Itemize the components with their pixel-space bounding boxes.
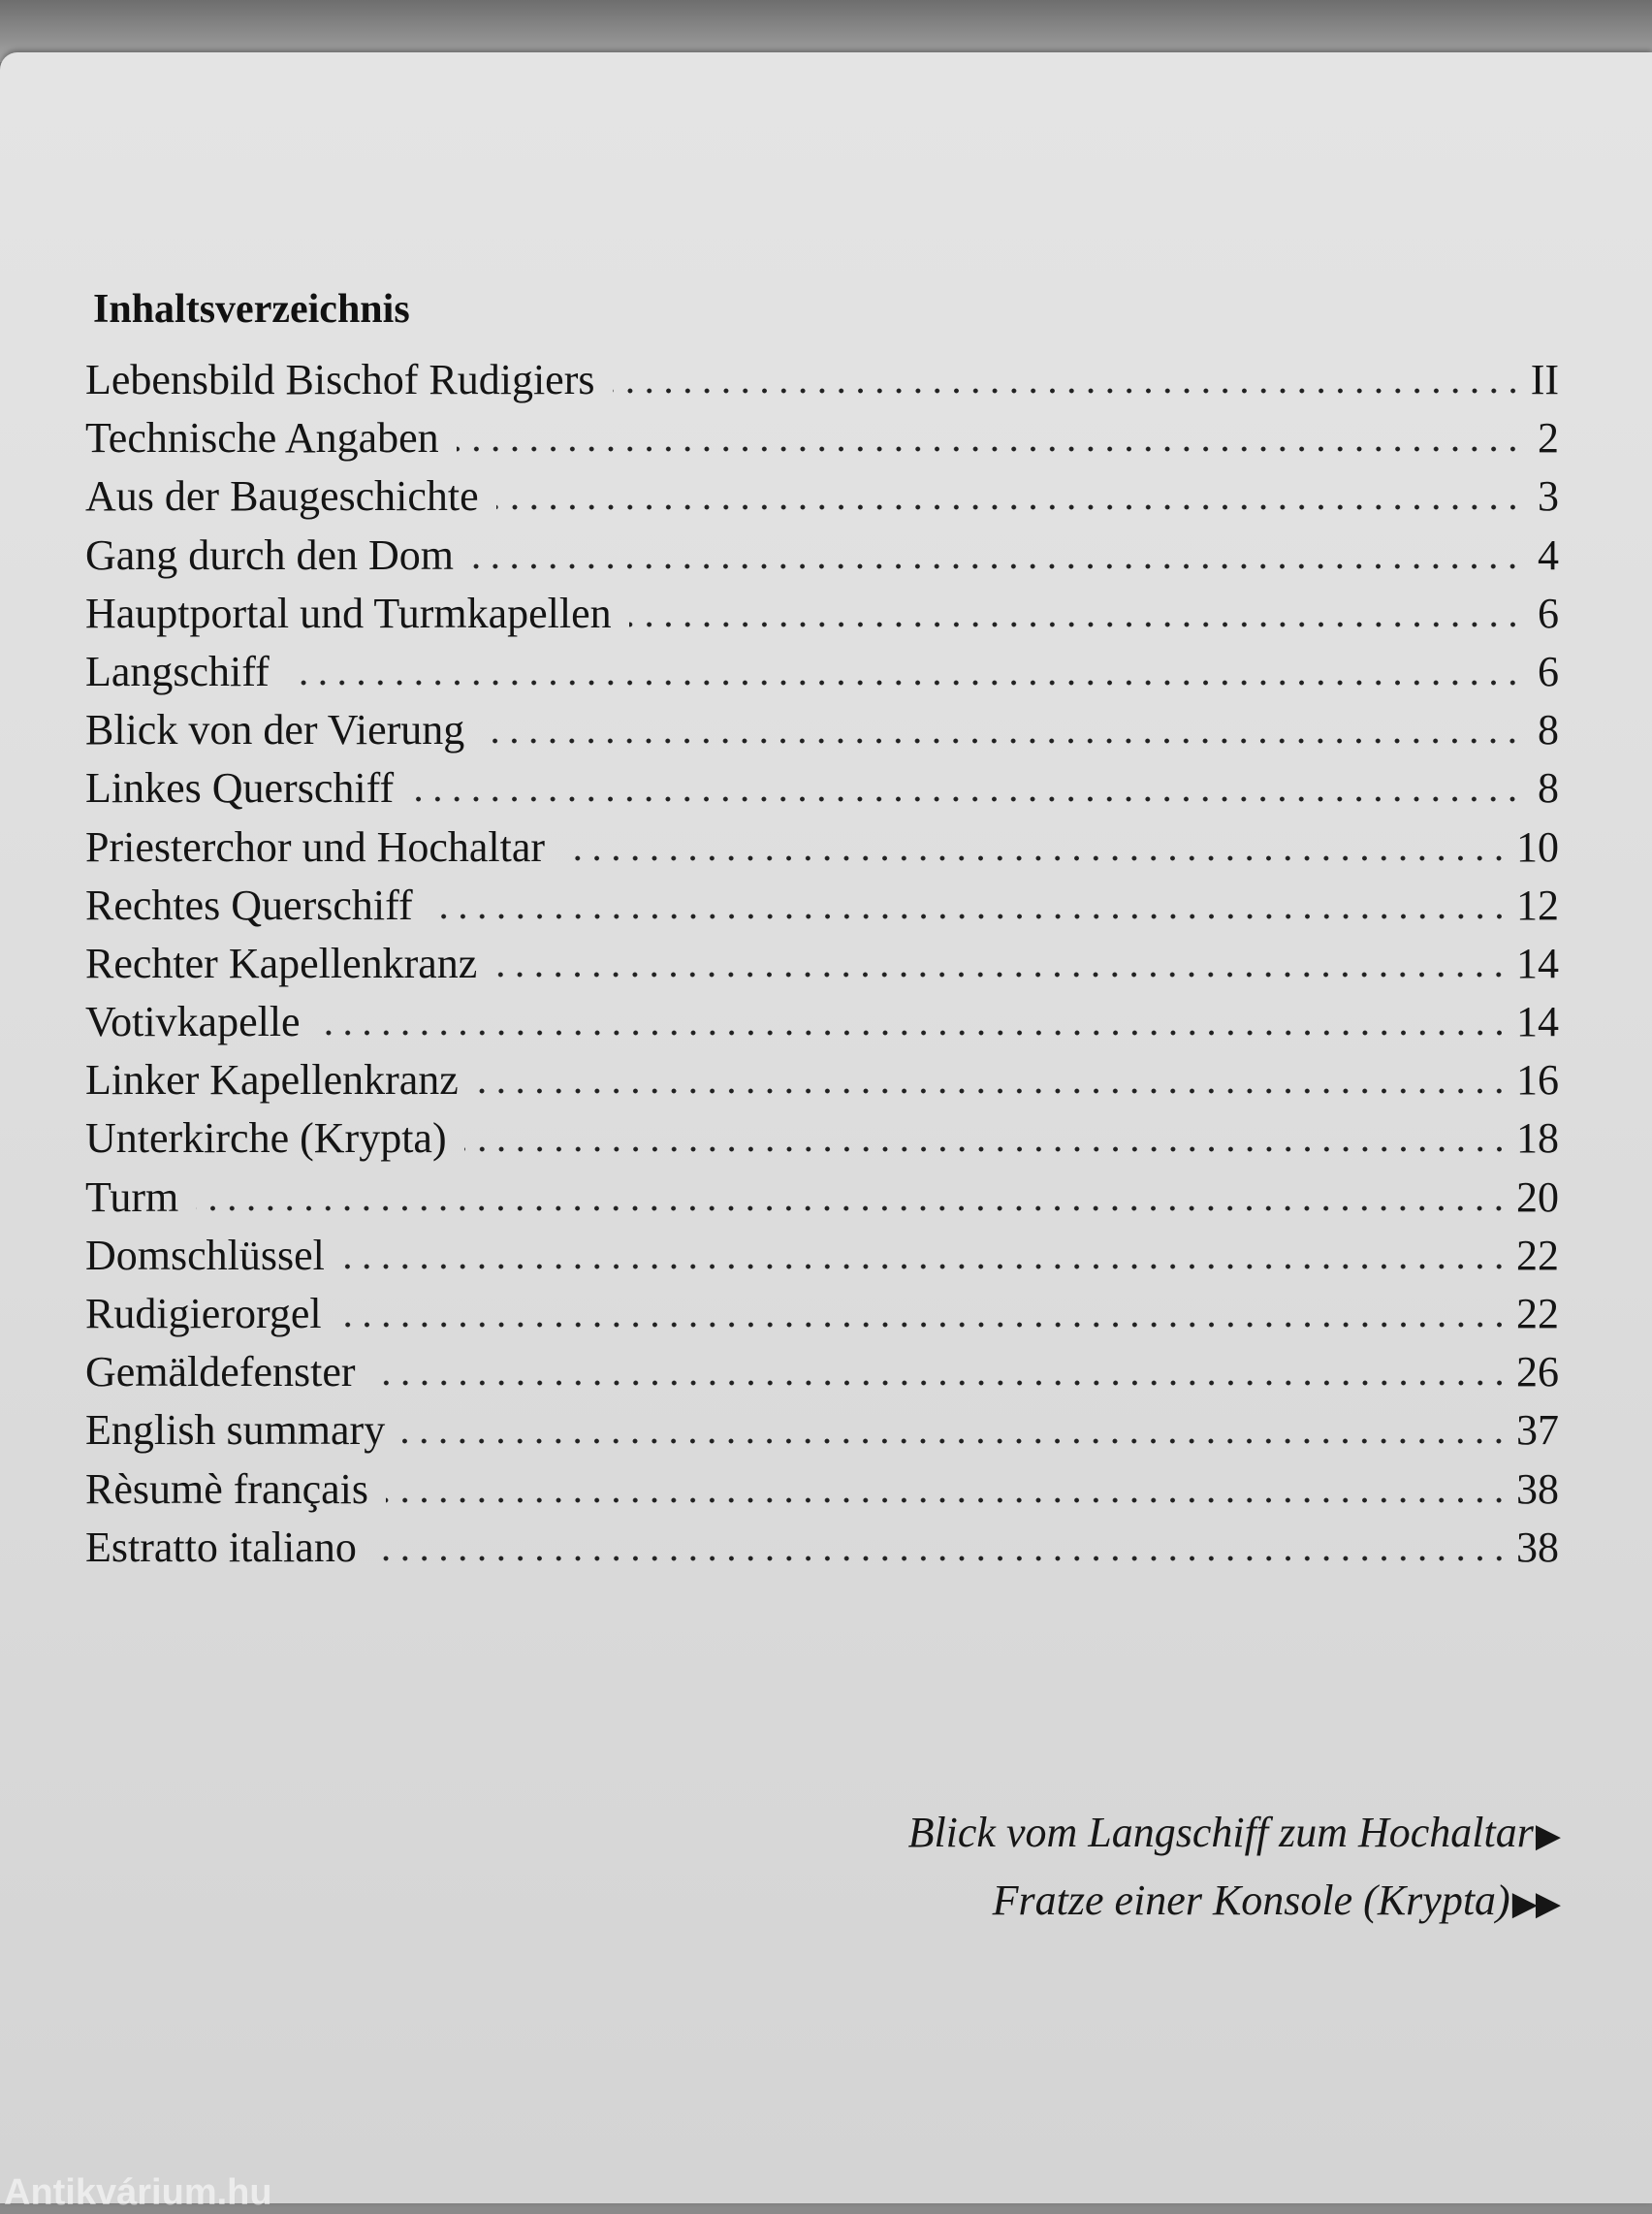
toc-entry: [85, 530, 1559, 589]
toc-entry-title: Langschiff: [85, 647, 270, 695]
dot-leader: [482, 738, 1522, 744]
toc-entry-page: 6: [1538, 647, 1559, 695]
toc-entry-page: 8: [1538, 764, 1559, 813]
toc-entry: [85, 1405, 1559, 1463]
toc-entry: [85, 1055, 1559, 1113]
dot-leader: [562, 855, 1509, 861]
toc-entry-page: 26: [1516, 1348, 1559, 1396]
toc-entry-page: 14: [1516, 939, 1559, 987]
toc-entry: [85, 939, 1559, 997]
toc-entry-title: Linker Kapellenkranz: [85, 1056, 459, 1105]
dot-leader: [373, 1380, 1509, 1386]
dot-leader: [471, 563, 1522, 569]
toc-entry-title: Lebensbild Bischof Rudigiers: [85, 356, 595, 403]
toc-entry-title: English summary: [85, 1406, 386, 1455]
dot-leader: [476, 1088, 1509, 1094]
toc-heading: Inhaltsverzeichnis: [93, 287, 410, 332]
toc-entry-page: 6: [1538, 589, 1559, 637]
toc-entry-title: Rechter Kapellenkranz: [85, 939, 478, 987]
dot-leader: [402, 1438, 1509, 1444]
toc-entry: [85, 1113, 1559, 1171]
toc-entry: [85, 647, 1559, 705]
caption-text: Blick vom Langschiff zum Hochaltar: [907, 1809, 1534, 1856]
dot-leader: [411, 796, 1522, 802]
toc-entry-title: Rudigierorgel: [85, 1290, 322, 1337]
arrow-right-icon: ▶: [1535, 1818, 1559, 1854]
toc-entry: [85, 413, 1559, 471]
toc-entry: [85, 1464, 1559, 1523]
toc-entry-title: Gemäldefenster: [85, 1348, 356, 1396]
table-of-contents: [85, 355, 1559, 1581]
caption-text: Fratze einer Konsole (Krypta): [992, 1877, 1510, 1924]
toc-entry: [85, 997, 1559, 1055]
toc-entry-title: Rèsumè français: [85, 1464, 368, 1513]
toc-entry-title: Aus der Baugeschichte: [85, 472, 479, 521]
toc-entry: [85, 1289, 1559, 1347]
toc-entry-title: Linkes Querschiff: [85, 764, 395, 813]
toc-entry-title: Turm: [85, 1172, 179, 1221]
toc-entry-page: 10: [1516, 822, 1559, 871]
dot-leader: [287, 680, 1522, 686]
toc-entry: [85, 1172, 1559, 1231]
toc-entry-title: Unterkirche (Krypta): [85, 1114, 447, 1163]
toc-entry: [85, 355, 1559, 413]
toc-entry: [85, 822, 1559, 881]
toc-entry-page: 22: [1516, 1231, 1559, 1279]
toc-entry-title: Blick von der Vierung: [85, 706, 465, 754]
toc-entry-title: Hauptportal und Turmkapellen: [85, 589, 612, 637]
dot-leader: [496, 504, 1522, 510]
toc-entry: [85, 881, 1559, 939]
toc-entry-page: 18: [1516, 1114, 1559, 1163]
dot-leader: [457, 446, 1522, 452]
toc-entry: [85, 589, 1559, 647]
dot-leader: [196, 1205, 1509, 1211]
toc-entry: [85, 1523, 1559, 1581]
toc-entry-title: Rechtes Querschiff: [85, 881, 413, 929]
toc-entry-page: 14: [1516, 998, 1559, 1046]
toc-entry-page: II: [1530, 356, 1559, 403]
toc-entry-title: Domschlüssel: [85, 1231, 325, 1279]
toc-entry-page: 2: [1538, 414, 1559, 463]
toc-entry-page: 8: [1538, 706, 1559, 754]
watermark: Antikvárium.hu: [4, 2172, 272, 2213]
toc-entry: [85, 471, 1559, 529]
toc-entry-page: 4: [1538, 530, 1559, 579]
dot-leader: [629, 622, 1522, 627]
dot-leader: [464, 1146, 1509, 1152]
toc-entry-title: Priesterchor und Hochaltar: [85, 822, 546, 871]
toc-entry-page: 12: [1516, 881, 1559, 929]
toc-entry: [85, 705, 1559, 763]
dot-leader: [494, 972, 1509, 978]
dot-leader: [374, 1556, 1509, 1561]
toc-entry-page: 16: [1516, 1056, 1559, 1105]
caption-line: [908, 1799, 1559, 1867]
toc-entry: [85, 1231, 1559, 1289]
dot-leader: [342, 1264, 1509, 1269]
toc-entry-title: Estratto italiano: [85, 1523, 357, 1571]
toc-entry: [85, 1347, 1559, 1405]
toc-entry-title: Technische Angaben: [85, 414, 439, 463]
toc-entry-page: 38: [1516, 1464, 1559, 1513]
toc-entry-page: 3: [1538, 472, 1559, 521]
caption-line: [908, 1867, 1559, 1935]
toc-entry-page: 38: [1516, 1523, 1559, 1571]
toc-entry-page: 20: [1516, 1172, 1559, 1221]
image-captions: [908, 1799, 1559, 1935]
double-arrow-right-icon: ▶▶: [1511, 1886, 1559, 1922]
dot-leader: [430, 914, 1509, 919]
dot-leader: [386, 1497, 1509, 1503]
dot-leader: [613, 388, 1523, 394]
toc-entry-page: 22: [1516, 1290, 1559, 1337]
toc-entry-title: Votivkapelle: [85, 998, 301, 1046]
dot-leader: [318, 1030, 1509, 1036]
toc-entry: [85, 763, 1559, 821]
toc-entry-page: 37: [1516, 1406, 1559, 1455]
dot-leader: [339, 1322, 1509, 1328]
toc-entry-title: Gang durch den Dom: [85, 530, 455, 579]
